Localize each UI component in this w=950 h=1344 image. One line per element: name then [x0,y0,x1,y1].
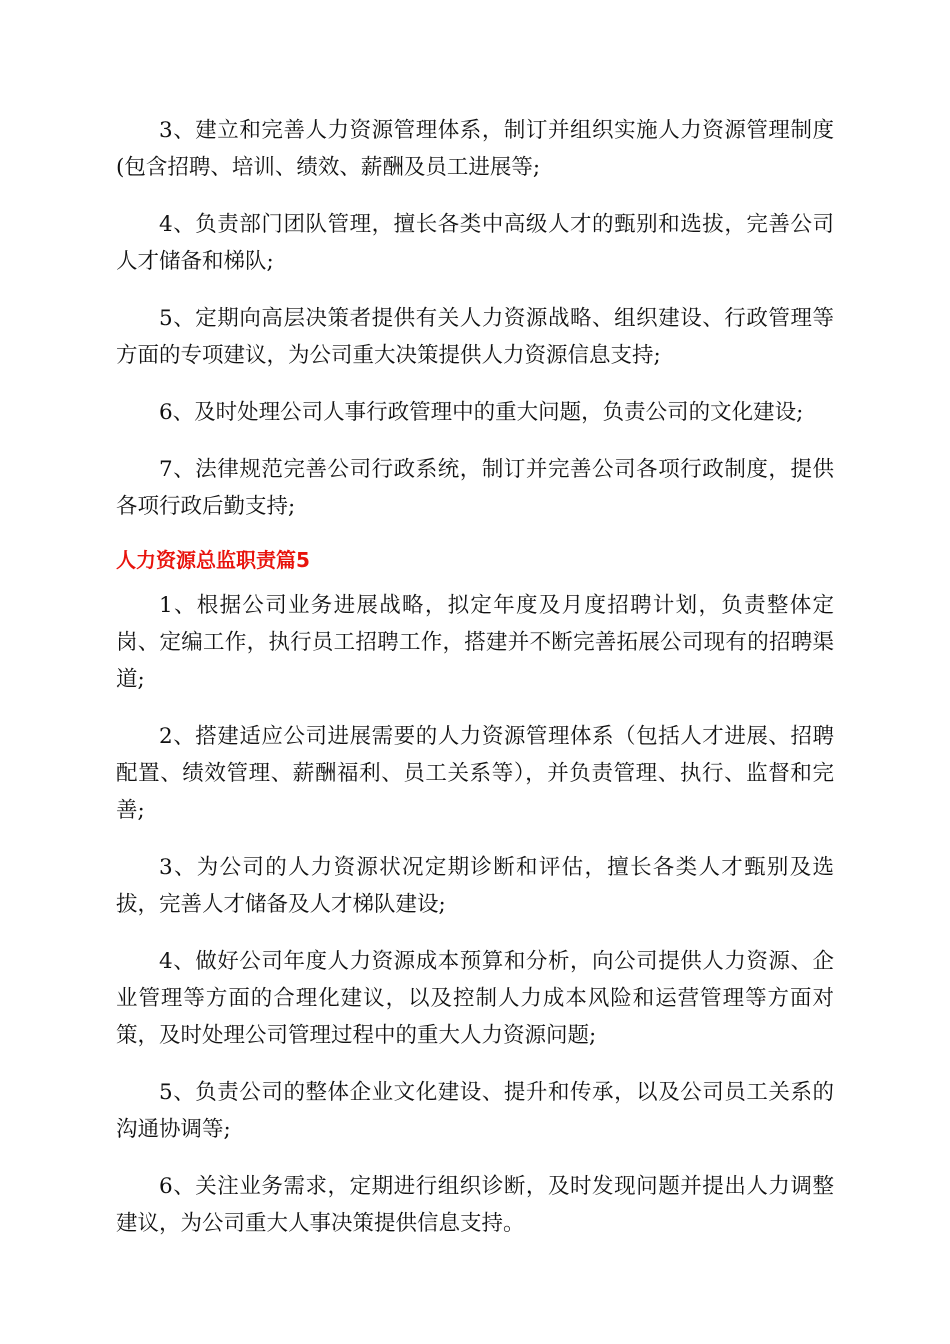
list-item: 3、建立和完善人力资源管理体系，制订并组织实施人力资源管理制度(包含招聘、培训、绩效、薪酬及员工进展等; [116,118,834,180]
list-item: 2、搭建适应公司进展需要的人力资源管理体系（包括人才进展、招聘配置、绩效管理、薪酬福利、员工关系等），并负责管理、执行、监督和完善; [116,724,834,823]
list-item: 5、定期向高层决策者提供有关人力资源战略、组织建设、行政管理等方面的专项建议，为公司重大决策提供人力资源信息支持; [116,306,834,368]
list-item: 4、负责部门团队管理，擅长各类中高级人才的甄别和选拔，完善公司人才储备和梯队; [116,212,834,274]
list-item: 6、及时处理公司人事行政管理中的重大问题，负责公司的文化建设; [159,400,804,425]
list-item: 4、做好公司年度人力资源成本预算和分析，向公司提供人力资源、企业管理等方面的合理化建议，以及控制人力成本风险和运营管理等方面对策，及时处理公司管理过程中的重大人力资源问题; [116,949,834,1048]
list-item: 6、关注业务需求，定期进行组织诊断，及时发现问题并提出人力调整建议，为公司重大人事决策提供信息支持。 [116,1174,834,1236]
section-heading: 人力资源总监职责篇5 [116,548,310,572]
document-page [116,112,834,1262]
list-item: 3、为公司的人力资源状况定期诊断和评估，擅长各类人才甄别及选拔，完善人才储备及人才梯队建设; [116,855,834,917]
list-item: 7、法律规范完善公司行政系统，制订并完善公司各项行政制度，提供各项行政后勤支持; [116,457,834,519]
list-item: 5、负责公司的整体企业文化建设、提升和传承，以及公司员工关系的沟通协调等; [116,1080,834,1142]
list-item: 1、根据公司业务进展战略，拟定年度及月度招聘计划，负责整体定岗、定编工作，执行员工招聘工作，搭建并不断完善拓展公司现有的招聘渠道; [116,593,834,692]
